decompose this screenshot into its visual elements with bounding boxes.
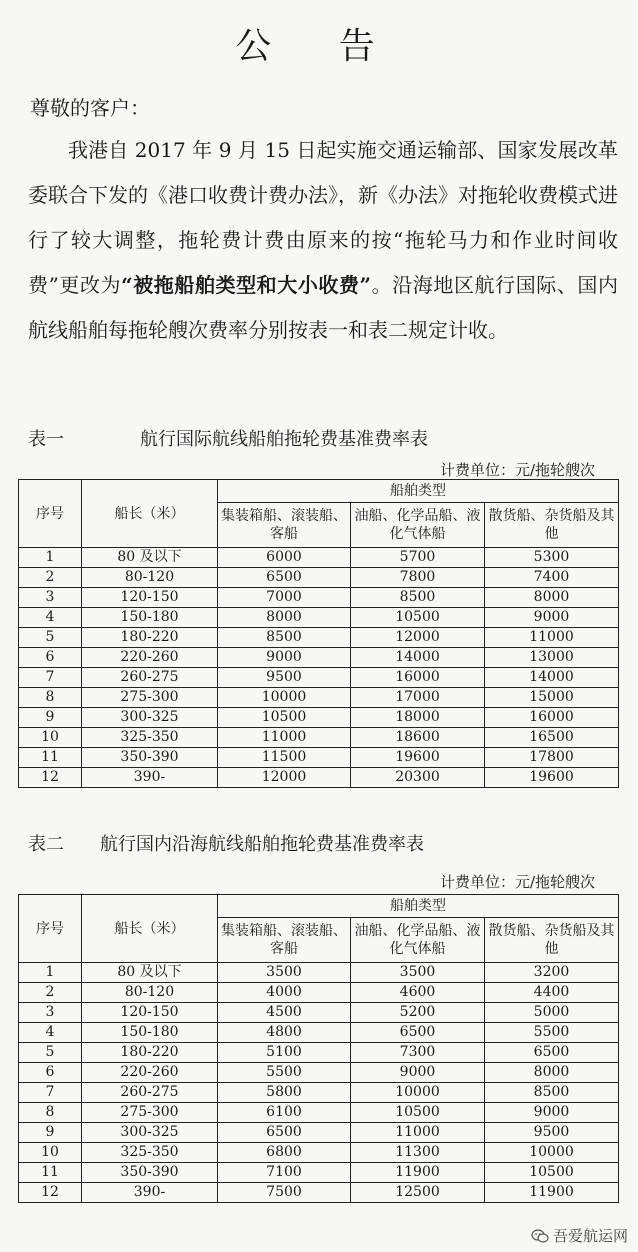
cell-seq: 6 <box>19 648 82 668</box>
cell-tanker-rate: 20300 <box>351 768 485 788</box>
cell-tanker-rate: 19600 <box>351 748 485 768</box>
header-container-ships: 集装箱船、滚装船、客船 <box>218 918 351 963</box>
table-row <box>19 568 619 588</box>
cell-tanker-rate: 4600 <box>351 983 485 1003</box>
cell-seq: 6 <box>19 1063 82 1083</box>
cell-bulk-rate: 14000 <box>485 668 619 688</box>
cell-seq: 3 <box>19 1003 82 1023</box>
cell-length: 275-300 <box>82 688 218 708</box>
paragraph-emphasis: “被拖船舶类型和大小收费” <box>121 273 372 297</box>
cell-bulk-rate: 11900 <box>485 1183 619 1203</box>
cell-seq: 8 <box>19 1103 82 1123</box>
cell-container-rate: 6000 <box>218 548 351 568</box>
cell-container-rate: 4500 <box>218 1003 351 1023</box>
header-bulk-carriers: 散货船、杂货船及其他 <box>485 503 619 548</box>
cell-seq: 4 <box>19 1023 82 1043</box>
cell-container-rate: 11500 <box>218 748 351 768</box>
cell-tanker-rate: 9000 <box>351 1063 485 1083</box>
table1-number: 表一 <box>28 429 64 450</box>
cell-length: 325-350 <box>82 728 218 748</box>
cell-tanker-rate: 11000 <box>351 1123 485 1143</box>
table1-unit: 计费单位：元/拖轮艘次 <box>440 461 596 479</box>
cell-seq: 12 <box>19 768 82 788</box>
cell-seq: 7 <box>19 668 82 688</box>
cell-seq: 5 <box>19 1043 82 1063</box>
table-row <box>19 1103 619 1123</box>
cell-length: 220-260 <box>82 1063 218 1083</box>
cell-seq: 8 <box>19 688 82 708</box>
watermark <box>531 1225 628 1246</box>
cell-tanker-rate: 3500 <box>351 963 485 983</box>
cell-length: 220-260 <box>82 648 218 668</box>
cell-seq: 12 <box>19 1183 82 1203</box>
table2-number: 表二 <box>28 834 64 855</box>
cell-seq: 9 <box>19 708 82 728</box>
cell-length: 390- <box>82 768 218 788</box>
cell-tanker-rate: 12500 <box>351 1183 485 1203</box>
cell-seq: 7 <box>19 1083 82 1103</box>
cell-tanker-rate: 10500 <box>351 608 485 628</box>
cell-bulk-rate: 7400 <box>485 568 619 588</box>
cell-container-rate: 4800 <box>218 1023 351 1043</box>
header-ship-type: 船舶类型 <box>218 480 619 503</box>
cell-container-rate: 8000 <box>218 608 351 628</box>
cell-container-rate: 7500 <box>218 1183 351 1203</box>
cell-tanker-rate: 10000 <box>351 1083 485 1103</box>
cell-container-rate: 6100 <box>218 1103 351 1123</box>
header-tankers: 油船、化学品船、液化气体船 <box>351 918 485 963</box>
table-row <box>19 1063 619 1083</box>
cell-length: 120-150 <box>82 1003 218 1023</box>
cell-container-rate: 9500 <box>218 668 351 688</box>
cell-tanker-rate: 6500 <box>351 1023 485 1043</box>
cell-seq: 2 <box>19 983 82 1003</box>
cell-tanker-rate: 10500 <box>351 1103 485 1123</box>
cell-container-rate: 5800 <box>218 1083 351 1103</box>
watermark-text: 吾爱航运网 <box>552 1227 628 1245</box>
cell-bulk-rate: 9000 <box>485 1103 619 1123</box>
cell-container-rate: 9000 <box>218 648 351 668</box>
table-row <box>19 608 619 628</box>
table-row <box>19 1163 619 1183</box>
cell-length: 120-150 <box>82 588 218 608</box>
cell-bulk-rate: 9000 <box>485 608 619 628</box>
header-ship-type: 船舶类型 <box>218 895 619 918</box>
table-row <box>19 708 619 728</box>
cell-container-rate: 5500 <box>218 1063 351 1083</box>
cell-container-rate: 12000 <box>218 768 351 788</box>
greeting: 尊敬的客户： <box>30 96 150 120</box>
cell-tanker-rate: 7800 <box>351 568 485 588</box>
cell-tanker-rate: 12000 <box>351 628 485 648</box>
cell-container-rate: 6500 <box>218 1123 351 1143</box>
table-row <box>19 628 619 648</box>
wechat-icon <box>531 1229 549 1243</box>
table-row <box>19 1083 619 1103</box>
cell-length: 325-350 <box>82 1143 218 1163</box>
table2-heading <box>28 830 424 856</box>
table-row <box>19 1023 619 1043</box>
cell-length: 275-300 <box>82 1103 218 1123</box>
cell-container-rate: 11000 <box>218 728 351 748</box>
cell-container-rate: 10000 <box>218 688 351 708</box>
cell-tanker-rate: 5700 <box>351 548 485 568</box>
header-seq: 序号 <box>19 895 82 963</box>
cell-bulk-rate: 15000 <box>485 688 619 708</box>
cell-length: 150-180 <box>82 1023 218 1043</box>
table-row <box>19 548 619 568</box>
cell-tanker-rate: 17000 <box>351 688 485 708</box>
cell-tanker-rate: 18000 <box>351 708 485 728</box>
cell-length: 390- <box>82 1183 218 1203</box>
table1-title: 航行国际航线船舶拖轮费基准费率表 <box>140 429 428 450</box>
table-row <box>19 1003 619 1023</box>
cell-bulk-rate: 10000 <box>485 1143 619 1163</box>
cell-seq: 2 <box>19 568 82 588</box>
cell-seq: 9 <box>19 1123 82 1143</box>
cell-seq: 1 <box>19 548 82 568</box>
cell-length: 300-325 <box>82 1123 218 1143</box>
cell-container-rate: 6500 <box>218 568 351 588</box>
cell-length: 180-220 <box>82 1043 218 1063</box>
cell-container-rate: 5100 <box>218 1043 351 1063</box>
cell-length: 180-220 <box>82 628 218 648</box>
cell-seq: 1 <box>19 963 82 983</box>
cell-tanker-rate: 5200 <box>351 1003 485 1023</box>
paragraph-part-1: 我港自 2017 年 9 月 15 日起实施交通运输部、国家发展改革委联合下发的《港口收费计费办法》，新《办法》对拖轮收费模式进行了较大调整，拖轮费计费由原来的按“拖轮马力和作业时间收费”更改为 <box>28 138 618 297</box>
table2-title: 航行国内沿海航线船舶拖轮费基准费率表 <box>100 834 424 855</box>
table-row <box>19 963 619 983</box>
cell-length: 260-275 <box>82 668 218 688</box>
cell-container-rate: 7100 <box>218 1163 351 1183</box>
header-length: 船长（米） <box>82 895 218 963</box>
cell-bulk-rate: 11000 <box>485 628 619 648</box>
table-row <box>19 748 619 768</box>
cell-tanker-rate: 14000 <box>351 648 485 668</box>
header-tankers: 油船、化学品船、液化气体船 <box>351 503 485 548</box>
header-container-ships: 集装箱船、滚装船、客船 <box>218 503 351 548</box>
table-row <box>19 688 619 708</box>
paragraph-part-2: 。沿海地区航行国际、国内航线船舶每拖轮艘次费率分别按表一和表二规定计收。 <box>28 273 619 342</box>
cell-bulk-rate: 17800 <box>485 748 619 768</box>
header-length: 船长（米） <box>82 480 218 548</box>
cell-length: 260-275 <box>82 1083 218 1103</box>
cell-seq: 11 <box>19 1163 82 1183</box>
cell-bulk-rate: 3200 <box>485 963 619 983</box>
cell-bulk-rate: 13000 <box>485 648 619 668</box>
cell-container-rate: 7000 <box>218 588 351 608</box>
table2 <box>18 894 619 1203</box>
cell-bulk-rate: 5500 <box>485 1023 619 1043</box>
cell-seq: 4 <box>19 608 82 628</box>
cell-container-rate: 10500 <box>218 708 351 728</box>
table-row <box>19 668 619 688</box>
cell-container-rate: 6800 <box>218 1143 351 1163</box>
cell-tanker-rate: 11300 <box>351 1143 485 1163</box>
table-row <box>19 1143 619 1163</box>
cell-tanker-rate: 16000 <box>351 668 485 688</box>
cell-length: 350-390 <box>82 1163 218 1183</box>
table2-unit: 计费单位：元/拖轮艘次 <box>440 873 596 891</box>
cell-bulk-rate: 16000 <box>485 708 619 728</box>
cell-length: 150-180 <box>82 608 218 628</box>
notice-title: 公 告 <box>235 26 403 67</box>
cell-length: 300-325 <box>82 708 218 728</box>
cell-tanker-rate: 18600 <box>351 728 485 748</box>
cell-bulk-rate: 4400 <box>485 983 619 1003</box>
header-seq: 序号 <box>19 480 82 548</box>
notice-paragraph <box>28 128 618 353</box>
table-row <box>19 588 619 608</box>
table-row <box>19 728 619 748</box>
cell-bulk-rate: 5000 <box>485 1003 619 1023</box>
cell-container-rate: 8500 <box>218 628 351 648</box>
cell-container-rate: 3500 <box>218 963 351 983</box>
cell-length: 350-390 <box>82 748 218 768</box>
cell-bulk-rate: 8000 <box>485 588 619 608</box>
table1-body <box>19 548 619 788</box>
cell-length: 80 及以下 <box>82 963 218 983</box>
cell-tanker-rate: 11900 <box>351 1163 485 1183</box>
table2-body <box>19 963 619 1203</box>
cell-length: 80 及以下 <box>82 548 218 568</box>
table-row <box>19 1183 619 1203</box>
cell-seq: 5 <box>19 628 82 648</box>
table1 <box>18 479 619 788</box>
cell-bulk-rate: 6500 <box>485 1043 619 1063</box>
cell-container-rate: 4000 <box>218 983 351 1003</box>
table-row <box>19 768 619 788</box>
cell-seq: 10 <box>19 1143 82 1163</box>
cell-tanker-rate: 8500 <box>351 588 485 608</box>
cell-seq: 3 <box>19 588 82 608</box>
table-row <box>19 1043 619 1063</box>
cell-seq: 11 <box>19 748 82 768</box>
cell-seq: 10 <box>19 728 82 748</box>
cell-bulk-rate: 9500 <box>485 1123 619 1143</box>
table-row <box>19 648 619 668</box>
table-row <box>19 1123 619 1143</box>
cell-bulk-rate: 19600 <box>485 768 619 788</box>
cell-bulk-rate: 10500 <box>485 1163 619 1183</box>
table-row <box>19 983 619 1003</box>
cell-length: 80-120 <box>82 983 218 1003</box>
cell-bulk-rate: 16500 <box>485 728 619 748</box>
table1-heading <box>28 425 428 451</box>
cell-length: 80-120 <box>82 568 218 588</box>
cell-bulk-rate: 5300 <box>485 548 619 568</box>
cell-bulk-rate: 8000 <box>485 1063 619 1083</box>
cell-tanker-rate: 7300 <box>351 1043 485 1063</box>
header-bulk-carriers: 散货船、杂货船及其他 <box>485 918 619 963</box>
cell-bulk-rate: 8500 <box>485 1083 619 1103</box>
